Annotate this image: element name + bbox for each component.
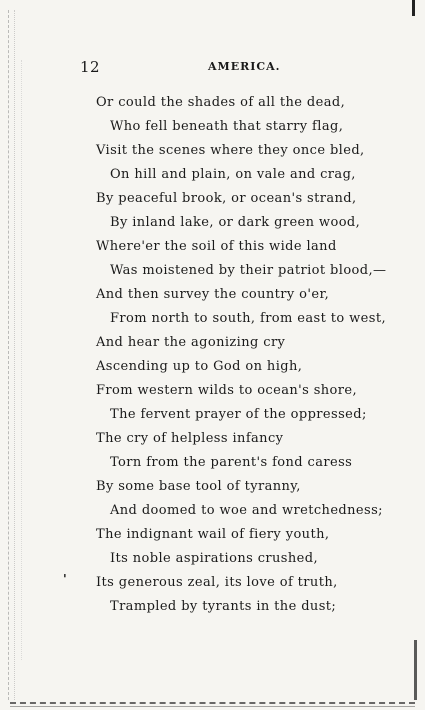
poem-line: By peaceful brook, or ocean's strand,: [96, 191, 357, 206]
margin-mark: ': [63, 572, 67, 586]
poem-line: Or could the shades of all the dead,: [96, 95, 346, 110]
page-bottom-edge: [10, 706, 415, 707]
poem-line: The indignant wail of fiery youth,: [96, 527, 330, 542]
page-edge-mark: [412, 0, 415, 16]
poem-line: Visit the scenes where they once bled,: [96, 143, 365, 158]
poem-line: Who fell beneath that starry flag,: [110, 119, 344, 134]
poem-line: And doomed to woe and wretchedness;: [110, 503, 383, 518]
poem-line: Its noble aspirations crushed,: [110, 551, 318, 566]
binding-edge-mark: [8, 10, 9, 700]
binding-edge-mark: [14, 10, 15, 700]
binding-edge-mark: [21, 60, 22, 660]
page-header: [80, 58, 360, 78]
poem-line: Ascending up to God on high,: [96, 359, 303, 374]
poem-line: By inland lake, or dark green wood,: [110, 215, 361, 230]
poem-line: On hill and plain, on vale and crag,: [110, 167, 356, 182]
poem-line: Its generous zeal, its love of truth,: [96, 575, 338, 590]
poem-line: The fervent prayer of the oppressed;: [110, 407, 367, 422]
poem-line: From western wilds to ocean's shore,: [96, 383, 358, 398]
page-edge-mark: [414, 640, 417, 700]
poem-line: And hear the agonizing cry: [96, 335, 286, 350]
poem-line: And then survey the country o'er,: [96, 287, 330, 302]
poem-line: Was moistened by their patriot blood,—: [110, 263, 387, 278]
page-bottom-edge: [10, 702, 415, 704]
poem-line: The cry of helpless infancy: [96, 431, 284, 446]
poem-line: Trampled by tyrants in the dust;: [110, 599, 337, 614]
poem-line: From north to south, from east to west,: [110, 311, 386, 326]
poem-line: By some base tool of tyranny,: [96, 479, 301, 494]
poem-line: Where'er the soil of this wide land: [96, 239, 337, 254]
running-title: AMERICA.: [208, 60, 281, 73]
poem-line: Torn from the parent's fond caress: [110, 455, 353, 470]
page-number: 12: [80, 58, 101, 76]
